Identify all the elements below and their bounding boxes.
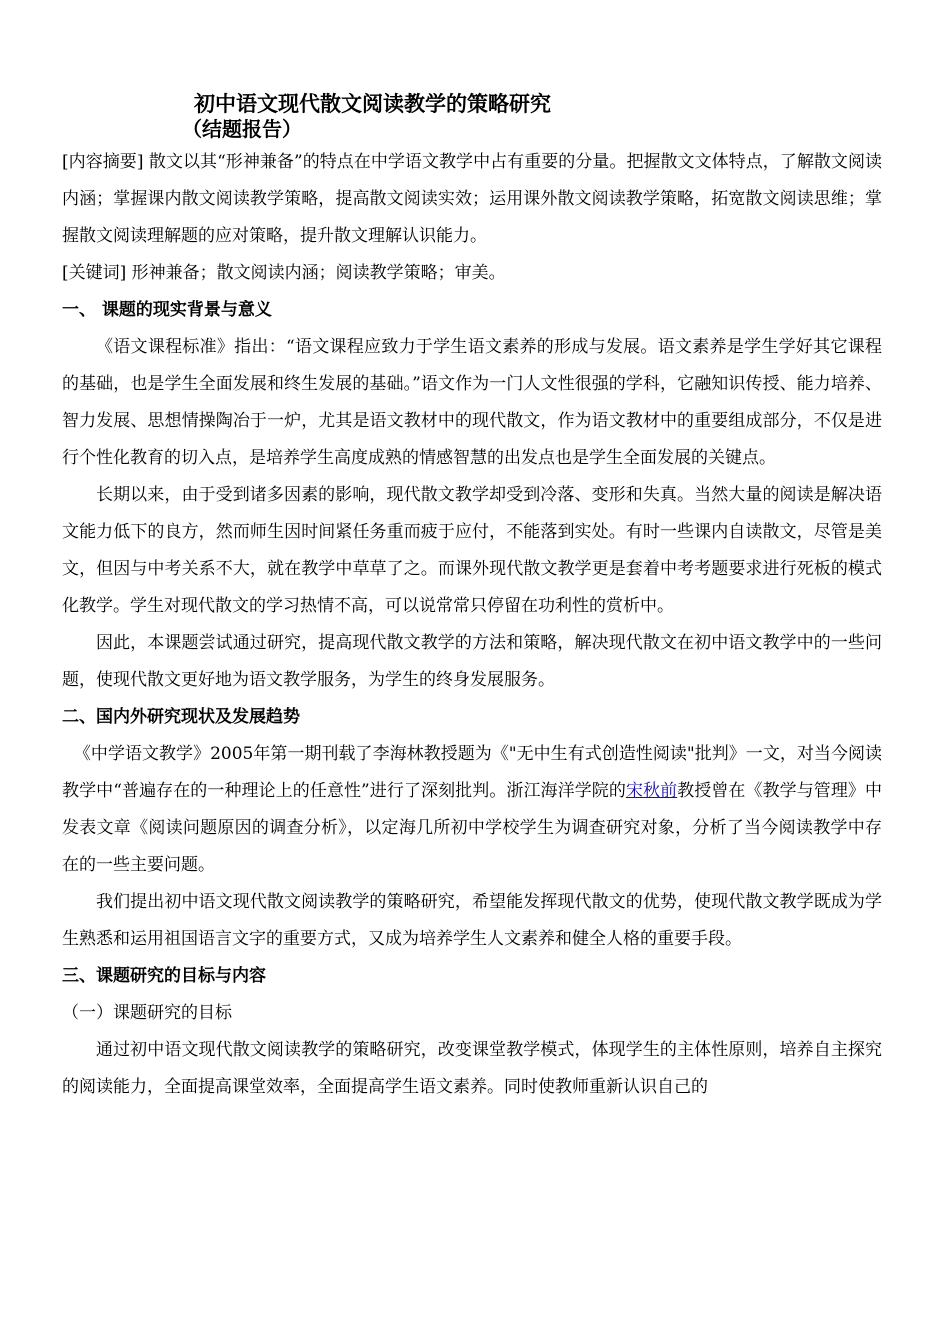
section-2-paragraph-1-part-a: 《中学语文教学》2005年第一期刊载了李海林教授题为《"无中生有式创造性阅读"批判》一文，对当今阅读教学中“普遍存在的一种理论上的任意性”进行了深刻批判。浙江海洋学院的	[62, 744, 882, 801]
keywords-paragraph	[62, 255, 882, 292]
document-title: 初中语文现代散文阅读教学的策略研究	[194, 92, 551, 116]
section-2-paragraph-2: 我们提出初中语文现代散文阅读教学的策略研究，希望能发挥现代散文的优势，使现代散文教学既成为学生熟悉和运用祖国语言文字的重要方式，又成为培养学生人文素养和健全人格的重要手段。	[62, 892, 882, 949]
section-3-paragraph-1: 通过初中语文现代散文阅读教学的策略研究，改变课堂教学模式，体现学生的主体性原则，培养自主探究的阅读能力，全面提高课堂效率，全面提高学生语文素养。同时使教师重新认识自己的	[62, 1040, 882, 1097]
section-1-heading: 一、 课题的现实背景与意义	[62, 300, 272, 320]
keywords-label: [关键词]	[62, 263, 127, 283]
section-3-subheading: （一）课题研究的目标	[62, 1003, 232, 1023]
author-link[interactable]: 宋秋前	[625, 781, 678, 801]
section-1-paragraph-3: 因此，本课题尝试通过研究，提高现代散文教学的方法和策略，解决现代散文在初中语文教学中的一些问题，使现代散文更好地为语文教学服务，为学生的终身发展服务。	[62, 633, 882, 690]
section-3-heading: 三、课题研究的目标与内容	[62, 966, 266, 986]
section-2-paragraph-1	[62, 736, 882, 884]
document-page	[62, 88, 882, 1106]
abstract-label: [内容摘要]	[62, 152, 144, 172]
section-2-heading: 二、国内外研究现状及发展趋势	[62, 707, 300, 727]
abstract-paragraph	[62, 144, 882, 255]
section-2-paragraph-1-part-b: 教授曾在《教学与管理》中发表文章《阅读问题原因的调查分析》，以定海几所初中学校学生为调查研究对象，分析了当今阅读教学中存在的一些主要问题。	[62, 781, 882, 875]
section-1-paragraph-2: 长期以来，由于受到诸多因素的影响，现代散文教学却受到冷落、变形和失真。当然大量的阅读是解决语文能力低下的良方，然而师生因时间紧任务重而疲于应付，不能落到实处。有时一些课内自读散文，尽管是美文，但因与中考关系不大，就在教学中草草了之。而课外现代散文教学更是套着中考考题要求进行死板的模式化教学。学生对现代散文的学习热情不高，可以说常常只停留在功利性的赏析中。	[62, 485, 882, 616]
keywords-text: 形神兼备；散文阅读内涵；阅读教学策略；审美。	[126, 263, 506, 283]
section-1-paragraph-1: 《语文课程标准》指出：“语文课程应致力于学生语文素养的形成与发展。语文素养是学生学好其它课程的基础，也是学生全面发展和终生发展的基础。”语文作为一门人文性很强的学科，它融知识传授、能力培养、智力发展、思想情操陶冶于一炉，尤其是语文教材中的现代散文，作为语文教材中的重要组成部分，不仅是进行个性化教育的切入点，是培养学生高度成熟的情感智慧的出发点也是学生全面发展的关键点。	[62, 337, 882, 468]
document-subtitle: （结题报告）	[182, 117, 302, 141]
abstract-text: 散文以其“形神兼备”的特点在中学语文教学中占有重要的分量。把握散文文体特点，了解散文阅读内涵；掌握课内散文阅读教学策略，提高散文阅读实效；运用课外散文阅读教学策略，拓宽散文阅读思维；掌握散文阅读理解题的应对策略，提升散文理解认识能力。	[62, 152, 882, 246]
